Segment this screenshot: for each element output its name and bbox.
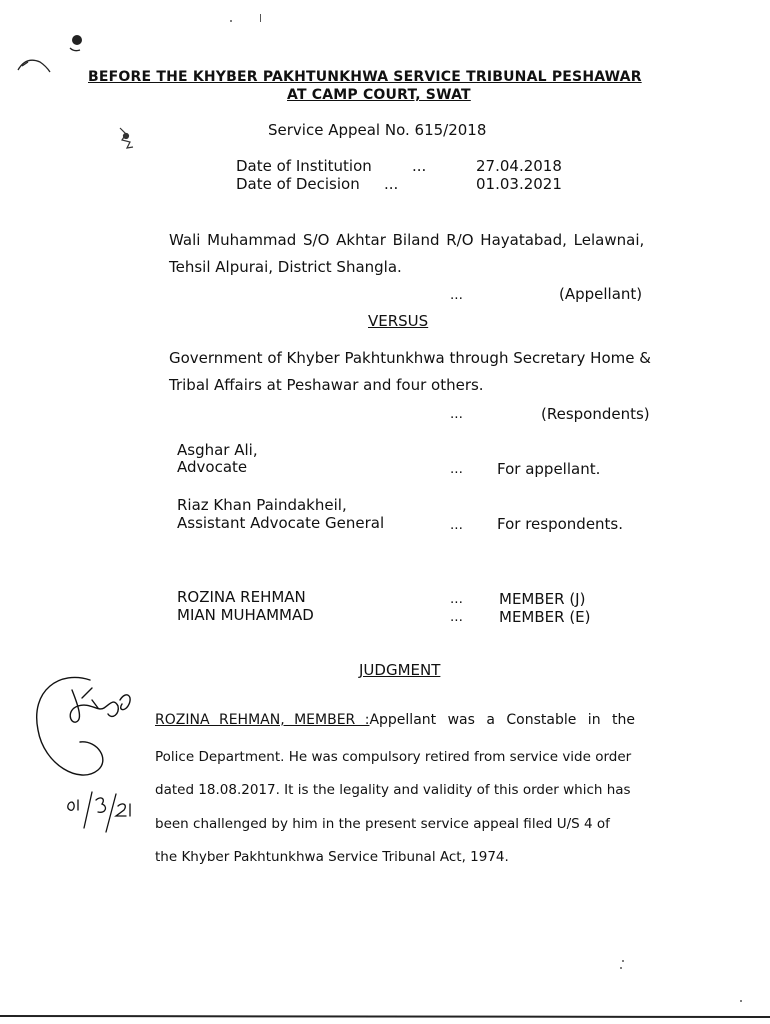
respondents-role: (Respondents) — [541, 405, 650, 423]
judgment-line-4: been challenged by him in the present service appeal filed U/S 4 of — [155, 816, 610, 832]
appeal-number: Service Appeal No. 615/2018 — [268, 121, 487, 139]
judgment-author: ROZINA REHMAN, MEMBER : — [155, 712, 370, 728]
judgment-line-1: Appellant was a Constable in the — [369, 712, 635, 728]
bench-member-2-name: MIAN MUHAMMAD — [177, 606, 314, 624]
appellant-line-1: Wali Muhammad S/O Akhtar Biland R/O Hayatabad, Lelawnai, — [169, 231, 645, 249]
decision-date: 01.03.2021 — [476, 175, 562, 193]
judgment-heading: JUDGMENT — [359, 661, 441, 679]
signature-date — [68, 792, 130, 832]
respondents-separator: ... — [450, 406, 463, 422]
respondents-counsel-title: Assistant Advocate General — [177, 514, 385, 532]
bench-member-2-separator: ... — [450, 609, 463, 625]
respondents-counsel-separator: ... — [450, 517, 463, 533]
judgment-first-line — [155, 712, 675, 728]
appellant-counsel-name: Asghar Ali, — [177, 441, 258, 459]
respondents-counsel-name: Riaz Khan Paindakheil, — [177, 496, 347, 514]
institution-separator: ... — [412, 157, 427, 175]
judgment-line-3: dated 18.08.2017. It is the legality and validity of this order which has — [155, 782, 631, 798]
decision-separator: ... — [384, 175, 399, 193]
scan-speckle — [740, 1000, 742, 1002]
versus-heading: VERSUS — [368, 312, 429, 330]
judgment-line-5: the Khyber Pakhtunkhwa Service Tribunal Act, 1974. — [155, 849, 509, 865]
appellant-role: (Appellant) — [559, 285, 643, 303]
decision-label: Date of Decision — [236, 175, 360, 193]
handwritten-signature — [20, 660, 150, 850]
scan-speckle — [260, 14, 261, 22]
appellant-counsel-title: Advocate — [177, 458, 248, 476]
bench-member-2-role: MEMBER (E) — [499, 608, 591, 626]
camp-court-heading: AT CAMP COURT, SWAT — [287, 87, 471, 103]
bench-member-1-separator: ... — [450, 591, 463, 607]
stamp-mark-icon — [120, 128, 133, 148]
institution-label: Date of Institution — [236, 157, 372, 175]
appellant-counsel-separator: ... — [450, 461, 463, 477]
bench-member-1-name: ROZINA REHMAN — [177, 588, 306, 606]
institution-date: 27.04.2018 — [476, 157, 562, 175]
scan-speckle — [622, 960, 624, 962]
binding-mark-icon — [18, 35, 82, 72]
bench-member-1-role: MEMBER (J) — [499, 590, 586, 608]
appellant-line-2: Tehsil Alpurai, District Shangla. — [169, 258, 402, 276]
scan-speckle — [620, 967, 622, 969]
tribunal-heading: BEFORE THE KHYBER PAKHTUNKHWA SERVICE TRIBUNAL PESHAWAR — [88, 69, 642, 85]
respondents-counsel-for: For respondents. — [497, 515, 624, 533]
judgment-line-2: Police Department. He was compulsory retired from service vide order — [155, 749, 632, 765]
appellant-separator: ... — [450, 287, 463, 303]
scan-speckle — [230, 20, 232, 22]
respondents-line-1: Government of Khyber Pakhtunkhwa through Secretary Home & — [169, 349, 651, 367]
appellant-counsel-for: For appellant. — [497, 460, 601, 478]
respondents-line-2: Tribal Affairs at Peshawar and four others. — [169, 376, 484, 394]
